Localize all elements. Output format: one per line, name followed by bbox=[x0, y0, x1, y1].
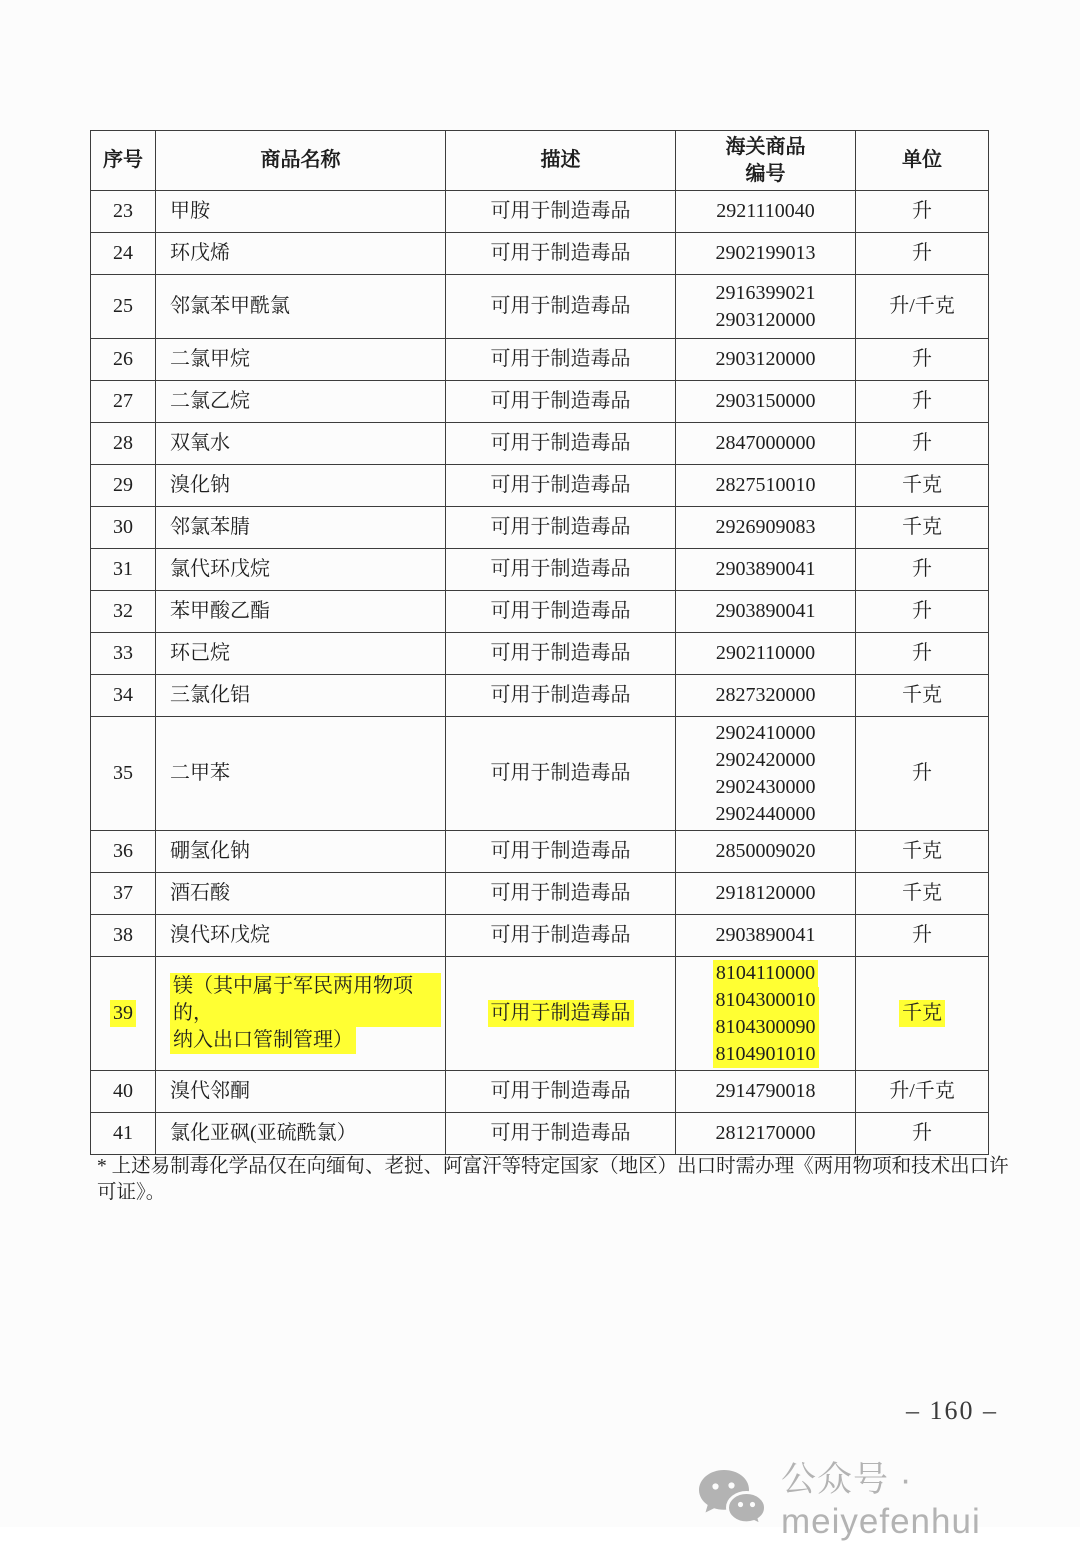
row-unit: 千克 bbox=[856, 675, 989, 717]
row-desc: 可用于制造毒品 bbox=[446, 423, 676, 465]
row-code: 2902199013 bbox=[676, 233, 856, 275]
row-desc: 可用于制造毒品 bbox=[446, 339, 676, 381]
row-code bbox=[676, 717, 856, 831]
row-unit: 升 bbox=[856, 549, 989, 591]
row-code: 2903890041 bbox=[676, 591, 856, 633]
table-row bbox=[91, 915, 989, 957]
table-row bbox=[91, 1071, 989, 1113]
row-code: 2926909083 bbox=[676, 507, 856, 549]
table-row bbox=[91, 275, 989, 339]
row-no: 23 bbox=[91, 191, 156, 233]
row-code: 2812170000 bbox=[676, 1113, 856, 1155]
row-no: 27 bbox=[91, 381, 156, 423]
footnote: * 上述易制毒化学品仅在向缅甸、老挝、阿富汗等特定国家（地区）出口时需办理《两用物项和技术出口许可证》。 bbox=[97, 1156, 1009, 1203]
row-unit: 千克 bbox=[856, 831, 989, 873]
table-row bbox=[91, 831, 989, 873]
table-row bbox=[91, 233, 989, 275]
row-no: 37 bbox=[91, 873, 156, 915]
row-no: 41 bbox=[91, 1113, 156, 1155]
row-desc bbox=[446, 957, 676, 1071]
row-name: 硼氢化钠 bbox=[156, 831, 446, 873]
table-row bbox=[91, 339, 989, 381]
row-code-line: 2902410000 bbox=[715, 721, 816, 744]
row-code: 2921110040 bbox=[676, 191, 856, 233]
header-no: 序号 bbox=[91, 131, 156, 191]
row-no: 33 bbox=[91, 633, 156, 675]
row-no: 40 bbox=[91, 1071, 156, 1113]
row-unit: 升 bbox=[856, 591, 989, 633]
row-no: 31 bbox=[91, 549, 156, 591]
row-code: 2903120000 bbox=[676, 339, 856, 381]
table-row bbox=[91, 675, 989, 717]
row-code-line: 8104110000 bbox=[713, 960, 818, 987]
row-desc: 可用于制造毒品 bbox=[446, 465, 676, 507]
row-code: 2827510010 bbox=[676, 465, 856, 507]
row-code: 2903150000 bbox=[676, 381, 856, 423]
row-code-line: 2903120000 bbox=[715, 308, 816, 331]
table-row bbox=[91, 717, 989, 831]
row-desc: 可用于制造毒品 bbox=[446, 1113, 676, 1155]
row-unit: 升 bbox=[856, 339, 989, 381]
table-row bbox=[91, 591, 989, 633]
row-unit: 升 bbox=[856, 633, 989, 675]
row-unit: 升 bbox=[856, 233, 989, 275]
row-unit: 千克 bbox=[856, 465, 989, 507]
row-code: 2850009020 bbox=[676, 831, 856, 873]
row-no: 36 bbox=[91, 831, 156, 873]
row-desc: 可用于制造毒品 bbox=[446, 191, 676, 233]
row-unit: 千克 bbox=[856, 507, 989, 549]
row-desc-text: 可用于制造毒品 bbox=[488, 1000, 634, 1027]
row-desc: 可用于制造毒品 bbox=[446, 381, 676, 423]
row-name: 二甲苯 bbox=[156, 717, 446, 831]
row-desc: 可用于制造毒品 bbox=[446, 675, 676, 717]
row-name: 溴代环戊烷 bbox=[156, 915, 446, 957]
table-row bbox=[91, 507, 989, 549]
row-unit-text: 千克 bbox=[899, 1000, 945, 1027]
row-desc: 可用于制造毒品 bbox=[446, 873, 676, 915]
row-code-line: 2916399021 bbox=[715, 281, 816, 304]
row-desc: 可用于制造毒品 bbox=[446, 633, 676, 675]
row-unit bbox=[856, 957, 989, 1071]
row-code: 2914790018 bbox=[676, 1071, 856, 1113]
row-code: 2902110000 bbox=[676, 633, 856, 675]
row-name: 二氯甲烷 bbox=[156, 339, 446, 381]
row-name: 氯代环戊烷 bbox=[156, 549, 446, 591]
table-row bbox=[91, 191, 989, 233]
row-name: 酒石酸 bbox=[156, 873, 446, 915]
row-desc: 可用于制造毒品 bbox=[446, 233, 676, 275]
row-unit: 升/千克 bbox=[856, 275, 989, 339]
row-no: 26 bbox=[91, 339, 156, 381]
header-customs-code-line1: 海关商品 bbox=[725, 135, 806, 158]
row-desc: 可用于制造毒品 bbox=[446, 831, 676, 873]
table-row-highlighted bbox=[91, 957, 989, 1071]
row-code bbox=[676, 957, 856, 1071]
row-desc: 可用于制造毒品 bbox=[446, 717, 676, 831]
watermark-text: 公众号 · meiyefenhui bbox=[781, 1460, 981, 1541]
table-row bbox=[91, 633, 989, 675]
table-row bbox=[91, 381, 989, 423]
row-name: 双氧水 bbox=[156, 423, 446, 465]
row-unit: 升 bbox=[856, 423, 989, 465]
row-no: 24 bbox=[91, 233, 156, 275]
row-name: 二氯乙烷 bbox=[156, 381, 446, 423]
chemicals-table bbox=[90, 130, 989, 1155]
header-desc: 描述 bbox=[446, 131, 676, 191]
row-name: 环戊烯 bbox=[156, 233, 446, 275]
wechat-icon bbox=[697, 1468, 767, 1526]
watermark bbox=[697, 1452, 1080, 1542]
row-no: 32 bbox=[91, 591, 156, 633]
row-name: 邻氯苯甲酰氯 bbox=[156, 275, 446, 339]
table-row bbox=[91, 549, 989, 591]
table-row bbox=[91, 465, 989, 507]
row-no bbox=[91, 957, 156, 1071]
row-code-line: 8104901010 bbox=[713, 1041, 819, 1068]
row-unit: 升 bbox=[856, 1113, 989, 1155]
row-code: 2847000000 bbox=[676, 423, 856, 465]
row-desc: 可用于制造毒品 bbox=[446, 915, 676, 957]
row-code: 2918120000 bbox=[676, 873, 856, 915]
row-code-line: 2902430000 bbox=[715, 775, 816, 798]
row-code-line: 8104300090 bbox=[713, 1014, 819, 1041]
row-name bbox=[156, 957, 446, 1071]
header-unit: 单位 bbox=[856, 131, 989, 191]
row-unit: 升 bbox=[856, 381, 989, 423]
row-name: 溴化钠 bbox=[156, 465, 446, 507]
row-no-text: 39 bbox=[110, 1000, 136, 1027]
row-no: 29 bbox=[91, 465, 156, 507]
row-code: 2903890041 bbox=[676, 549, 856, 591]
row-name-line: 纳入出口管制管理） bbox=[170, 1027, 356, 1054]
row-name: 三氯化铝 bbox=[156, 675, 446, 717]
row-name: 邻氯苯腈 bbox=[156, 507, 446, 549]
row-no: 34 bbox=[91, 675, 156, 717]
row-name: 溴代邻酮 bbox=[156, 1071, 446, 1113]
row-desc: 可用于制造毒品 bbox=[446, 549, 676, 591]
table-row bbox=[91, 423, 989, 465]
row-unit: 升 bbox=[856, 717, 989, 831]
row-no: 30 bbox=[91, 507, 156, 549]
page-number: – 160 – bbox=[906, 1396, 998, 1425]
header-name: 商品名称 bbox=[156, 131, 446, 191]
row-code-line: 2902440000 bbox=[715, 802, 816, 825]
header-customs-code-line2: 编号 bbox=[745, 162, 786, 185]
row-desc: 可用于制造毒品 bbox=[446, 507, 676, 549]
row-code: 2827320000 bbox=[676, 675, 856, 717]
row-code-line: 8104300010 bbox=[713, 987, 819, 1014]
row-code: 2903890041 bbox=[676, 915, 856, 957]
row-name-line: 镁（其中属于军民两用物项的， bbox=[170, 973, 441, 1027]
header-customs-code bbox=[676, 131, 856, 191]
row-no: 25 bbox=[91, 275, 156, 339]
row-name: 环己烷 bbox=[156, 633, 446, 675]
row-unit: 升 bbox=[856, 191, 989, 233]
row-name: 氯化亚砜(亚硫酰氯） bbox=[156, 1113, 446, 1155]
row-unit: 升 bbox=[856, 915, 989, 957]
row-code bbox=[676, 275, 856, 339]
row-unit: 升/千克 bbox=[856, 1071, 989, 1113]
row-desc: 可用于制造毒品 bbox=[446, 275, 676, 339]
row-desc: 可用于制造毒品 bbox=[446, 1071, 676, 1113]
table-row bbox=[91, 1113, 989, 1155]
row-no: 28 bbox=[91, 423, 156, 465]
row-desc: 可用于制造毒品 bbox=[446, 591, 676, 633]
row-name: 甲胺 bbox=[156, 191, 446, 233]
row-name: 苯甲酸乙酯 bbox=[156, 591, 446, 633]
table-row bbox=[91, 873, 989, 915]
row-unit: 千克 bbox=[856, 873, 989, 915]
row-no: 35 bbox=[91, 717, 156, 831]
table-header-row bbox=[91, 131, 989, 191]
row-code-line: 2902420000 bbox=[715, 748, 816, 771]
row-no: 38 bbox=[91, 915, 156, 957]
